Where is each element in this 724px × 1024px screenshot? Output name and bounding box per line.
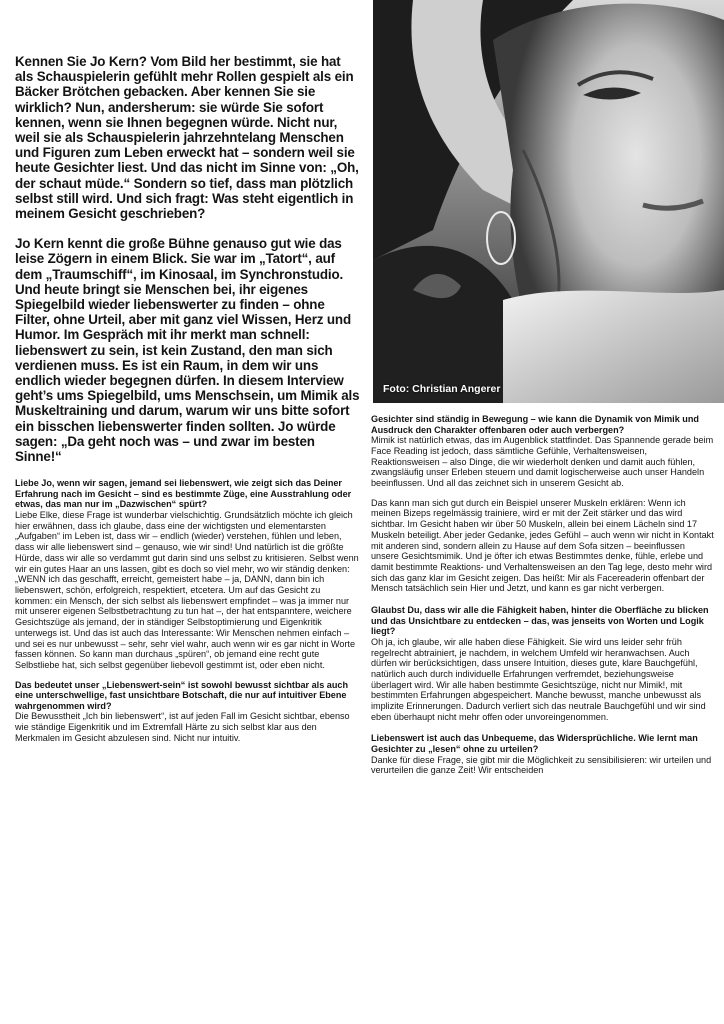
right-column [371,414,714,785]
interview-answer: Liebe Elke, diese Frage ist wunderbar vielschichtig. Grundsätzlich möchte ich gleich hier erwähnen, dass ich glaube, dass eine der wichtigsten und elementarsten „Aufgaben“ im Leben ist, dass wir – endlich (wieder) verstehen, fühlen und leben, dass wir alle liebenswert sind – genauso, wie wir sind! Und natürlich ist die größte Hürde, dass wir alle so verdammt gut darin sind uns selbst zu kritisieren. Selbst wenn wir ein gutes Haar an uns lassen, gibt es doch so viel mehr, wo wir ständig denken: „WENN ich das geschafft, erreicht, gemeistert habe – ja, DANN, dann bin ich liebenswert, schön, erfolgreich, respektiert, etcetera. Um auf das Gesicht zu kommen: ein Mensch, der sich selbst als liebenswert empfindet – was ja immer nur mit unserer eigenen Selbstbetrachtung zu tun hat –, der hat entspanntere, weichere Gesichtszüge als jemand, der in ständiger Selbstoptimierung und Eigenkritik unterwegs ist. Und das ist auch das Interessante: Wir Menschen nehmen einfach – und sei es nur unbewusst – sehr, sehr viel wahr, auch wenn wir es gar nicht in Worte fassen können. So kann man durchaus „spüren“, ob jemand eine recht gute Selbstliebe hat, sich selbst gegenüber liebevoll gestimmt ist, oder eben nicht. [15,510,359,670]
portrait-photo [373,0,724,403]
interview-question: Liebe Jo, wenn wir sagen, jemand sei liebenswert, wie zeigt sich das Deiner Erfahrung nach im Gesicht – sind es bestimmte Züge, eine Ausstrahlung oder etwas, das man nur im „Dazwischen“ spürt? [15,478,352,510]
left-column [15,54,360,753]
interview-answer: Oh ja, ich glaube, wir alle haben diese Fähigkeit. Sie wird uns leider sehr früh regelrecht abtrainiert, je nachdem, in welchem Umfeld wir heranwachsen. Auch dürfen wir berücksichtigen, dass unsere Intuition, dieses gute, klare Bauchgefühl, natürlich auch durch individuelle Erfahrungen verfremdet, beziehungsweise überlagert wird. Wir alle haben bestimmte Gesichtszüge, nicht nur Mimik!, mit bestimmten Erfahrungen abgespeichert. Manche bewusst, manche unbewusst als implizite Erinnerungen. Dadurch verliert sich das neutrale Bauchgefühl und wir sind eben überhaupt nicht mehr offen oder unvoreingenommen. [371,636,706,722]
interview-answer: Das kann man sich gut durch ein Beispiel unserer Muskeln erklären: Wenn ich meinen Bizeps regelmässig trainiere, wird er mit der Zeit stärker und das wird sichtbar. Im Gesicht haben wir über 50 Muskeln, allein bei einem Lächeln sind 17 Muskeln beteiligt. Aber jeder Gedanke, jedes Gefühl – auch wenn wir nicht in Kontakt mit anderen sind, sondern allein zu Hause auf dem Sofa sitzen – beeinflussen unsere Gesichtsmimik. Und je öfter ich etwas Bestimmtes denke, fühle, erlebe und damit bestimmte Reaktions- und Verhaltensweisen an den Tag lege, desto mehr wird sich das ganz klar im Gesicht zeigen. Das heißt: Mir als Facereaderin offenbart der Mensch tatsächlich sein Hier und Jetzt, und kann es gar nicht verbergen. [371,497,714,594]
interview-question: Liebenswert ist auch das Unbequeme, das Widersprüchliche. Wie lernt man Gesichter zu „lesen“ ohne zu urteilen? [371,733,698,755]
photo-credit: Foto: Christian Angerer [383,383,501,395]
lead-paragraph: Kennen Sie Jo Kern? Vom Bild her bestimmt, sie hat als Schauspielerin gefühlt mehr Rollen gespielt als ein Bäcker Brötchen gebacken. Aber kennen Sie sie wirklich? Nun, andersherum: sie würde Sie sofort kennen, wenn sie Ihnen begegnen würde. Nicht nur, weil sie als Schauspielerin jahrzehntelang Menschen und Figuren zum Leben erweckt hat – sondern weil sie heute Gesichter liest. Und das nicht im Sinne von: „Oh, der schaut müde.“ Sondern so tief, dass man plötzlich selbst still wird. Und sich fragt: Was steht eigentlich in meinem Gesicht geschrieben? [15,54,359,222]
interview-answer: Danke für diese Frage, sie gibt mir die Möglichkeit zu sensibilisieren: wir urteilen und verurteilen die ganze Zeit! Wir entscheiden [371,754,712,776]
interview-question: Gesichter sind ständig in Bewegung – wie kann die Dynamik von Mimik und Ausdruck den Charakter offenbaren oder auch verbergen? [371,414,699,435]
interview-question: Glaubst Du, dass wir alle die Fähigkeit haben, hinter die Oberfläche zu blicken und das Unsichtbare zu entdecken – das, was jenseits von Worten und Logik liegt? [371,605,709,637]
interview-answer: Mimik ist natürlich etwas, das im Augenblick stattfindet. Das Spannende gerade beim Face Reading ist jedoch, dass sämtliche Gefühle, Verhaltensweisen, Reaktionsweisen – also Dinge, die wir wiederholt denken und damit auch fühlen, zwangsläufig unser Erleben steuern und damit logischerweise auch unser Handeln beeinflussen. Und all das zeichnet sich in unserem Gesicht ab. [371,435,714,488]
portrait-image [373,0,724,403]
lead-paragraph: Jo Kern kennt die große Bühne genauso gut wie das leise Zögern in einem Blick. Sie war im „Tatort“, auf dem „Traumschiff“, im Kinosaal, im Synchronstudio. Und heute bringt sie Menschen bei, ihr eigenes Spiegelbild wieder liebenswerter zu finden – ohne Filter, ohne Urteil, aber mit ganz viel Wissen, Herz und Humor. Im Gespräch mit ihr merkt man schnell: liebenswert zu sein, ist kein Zustand, den man sich verdienen muss. Es ist ein Raum, in dem wir uns endlich wieder begegnen dürfen. In diesem Interview geht’s ums Spiegelbild, ums Menschsein, um Mimik als Muskeltraining und darum, warum wir uns bitte sofort ein bisschen liebenswerter finden sollten. Jo würde sagen: „Da geht noch was – und zwar im besten Sinne!“ [15,236,360,465]
interview-question: Das bedeutet unser „Liebenswert-sein“ ist sowohl bewusst sichtbar als auch eine unterschwellige, fast unsichtbare Botschaft, die nur auf intuitiver Ebene wahrgenommen wird? [15,679,349,711]
interview-answer: Die Bewusstheit „Ich bin liebenswert“, ist auf jeden Fall im Gesicht sichtbar, ebenso wie ständige Eigenkritik und im Extremfall Härte zu sich selbst klar aus den Merkmalen im Gesicht abzulesen sind. Nicht nur intuitiv. [15,711,350,743]
